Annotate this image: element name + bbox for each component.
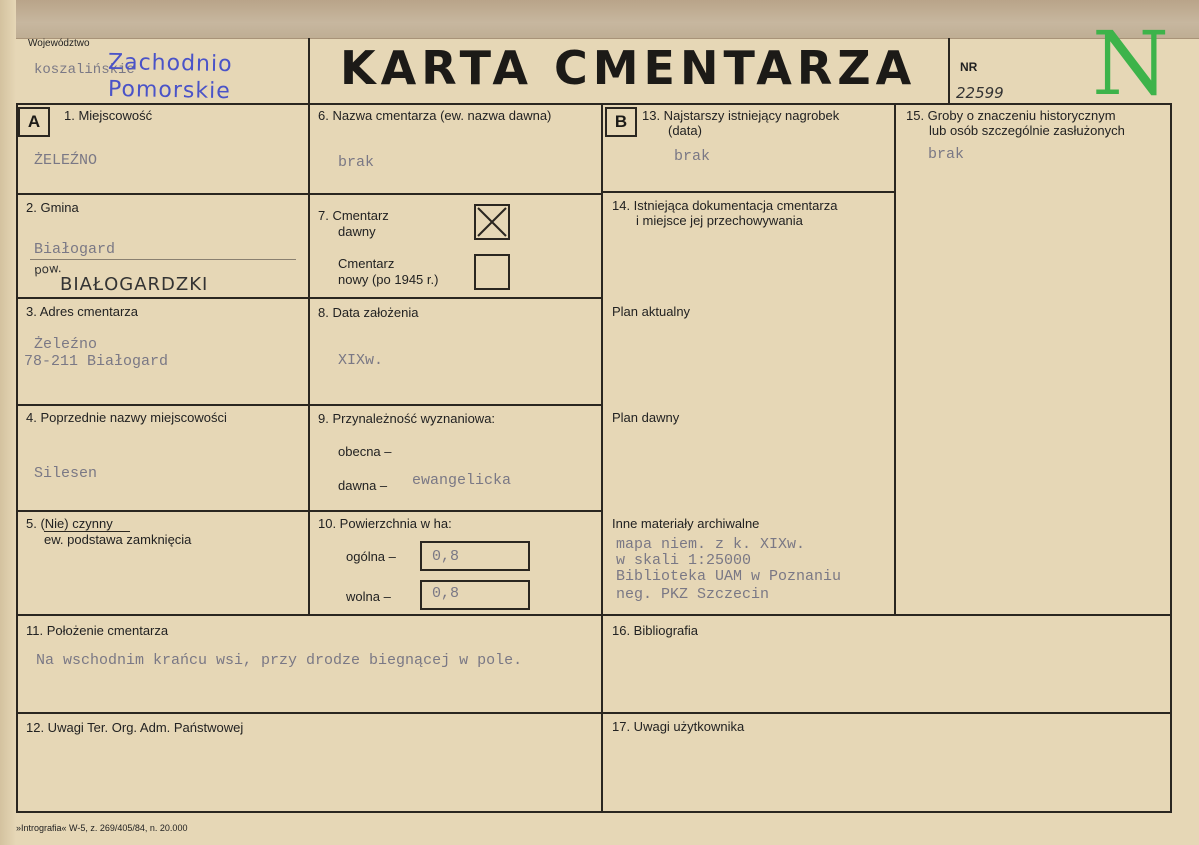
divider [16, 297, 603, 299]
divider [16, 103, 18, 812]
nr-value: 22599 [956, 84, 1004, 102]
new-cemetery-checkbox[interactable] [474, 254, 510, 290]
field-13-label-line2: (data) [668, 123, 702, 138]
section-a-box: A [18, 107, 50, 137]
field-7-new-label-line1: Cmentarz [338, 256, 395, 271]
other-materials-line3: Biblioteka UAM w Poznaniu [616, 568, 842, 585]
nr-label: NR [960, 60, 978, 74]
field-6-value: brak [338, 154, 375, 171]
x-mark-icon [476, 206, 508, 238]
field-15-label-line2: lub osób szczególnie zasłużonych [929, 123, 1125, 138]
divider [16, 404, 603, 406]
field-10-label: 10. Powierzchnia w ha: [318, 516, 452, 531]
field-11-value: Na wschodnim krańcu wsi, przy drodze biegnącej w pole. [36, 652, 523, 669]
old-cemetery-checkbox[interactable] [474, 204, 510, 240]
field-9-label: 9. Przynależność wyznaniowa: [318, 411, 496, 426]
field-2-hand-value: BIAŁOGARDZKI [60, 274, 209, 295]
field-16-label: 16. Bibliografia [612, 623, 698, 638]
card-title: KARTA CMENTARZA [340, 41, 917, 95]
divider [16, 510, 603, 512]
field-14-label-line1: 14. Istniejąca dokumentacja cmentarza [612, 198, 838, 213]
area-total-field[interactable] [420, 541, 530, 571]
field-15-label-line1: 15. Groby o znaczeniu historycznym [906, 108, 1116, 123]
field-7-new-label-line2: nowy (po 1945 r.) [338, 272, 439, 287]
divider [308, 103, 310, 615]
field-10-free-value: 0,8 [432, 585, 460, 602]
field-14-label-line2: i miejsce jej przechowywania [636, 213, 803, 228]
divider [601, 103, 603, 812]
field-10-total-label: ogólna – [346, 549, 396, 564]
voivodeship-typed: koszalińskie [34, 62, 135, 78]
divider [948, 38, 950, 104]
field-10-free-label: wolna – [346, 589, 391, 604]
field-4-label: 4. Poprzednie nazwy miejscowości [26, 410, 227, 425]
field-8-value: XIXw. [338, 352, 384, 369]
divider [601, 191, 894, 193]
other-materials-label: Inne materiały archiwalne [612, 516, 760, 531]
divider [16, 193, 603, 195]
field-3-value-line2: 78-211 Białogard [24, 353, 169, 370]
field-1-value: ŻELEŹNO [34, 152, 98, 169]
divider [16, 103, 1172, 105]
plan-current-label: Plan aktualny [612, 304, 691, 319]
field-4-value: Silesen [34, 465, 98, 482]
field-2-value: Białogard [34, 241, 116, 258]
field-17-label: 17. Uwagi użytkownika [612, 719, 745, 734]
divider [308, 38, 310, 104]
voivodeship-label: Województwo [28, 38, 90, 49]
field-13-value: brak [674, 148, 711, 165]
field-7-old-label: dawny [338, 224, 376, 239]
voivodeship-stamp-line1: Zachodnio [107, 49, 233, 78]
green-n-mark: N [1092, 12, 1169, 115]
other-materials-line2: w skali 1:25000 [616, 552, 752, 569]
field-15-value: brak [928, 146, 965, 163]
area-free-field[interactable] [420, 580, 530, 610]
section-b-box: B [605, 107, 637, 137]
voivodeship-stamp-line2: Pomorskie [107, 76, 231, 105]
field-13-label-line1: 13. Najstarszy istniejący nagrobek [642, 108, 840, 123]
field-8-label: 8. Data założenia [318, 305, 419, 320]
field-1-label: 1. Miejscowość [64, 108, 153, 123]
field-2-hand-prefix: pow. [33, 261, 62, 277]
divider [16, 811, 1172, 813]
divider [16, 712, 1172, 714]
plan-old-label: Plan dawny [612, 410, 680, 425]
underline [30, 259, 296, 260]
divider [1170, 103, 1172, 812]
field-3-label: 3. Adres cmentarza [26, 304, 138, 319]
divider [894, 103, 896, 615]
field-2-label: 2. Gmina [26, 200, 79, 215]
field-10-total-value: 0,8 [432, 548, 460, 565]
field-7-label: 7. Cmentarz [318, 208, 389, 223]
field-11-label: 11. Położenie cmentarza [26, 623, 169, 638]
other-materials-line4: neg. PKZ Szczecin [616, 586, 770, 603]
field-6-label: 6. Nazwa cmentarza (ew. nazwa dawna) [318, 108, 552, 123]
divider [16, 614, 1172, 616]
field-9-former-value: ewangelicka [412, 472, 512, 489]
field-5-label-line1: 5. (Nie) czynny [26, 516, 113, 531]
field-9-current-label: obecna – [338, 444, 392, 459]
field-5-label-line2: ew. podstawa zamknięcia [44, 532, 192, 547]
field-12-label: 12. Uwagi Ter. Org. Adm. Państwowej [26, 720, 244, 735]
other-materials-line1: mapa niem. z k. XIXw. [616, 536, 806, 553]
field-3-value-line1: Żeleźno [34, 336, 98, 353]
field-9-former-label: dawna – [338, 478, 388, 493]
printer-footer: »Intrografia« W-5, z. 269/405/84, n. 20.000 [16, 823, 188, 833]
